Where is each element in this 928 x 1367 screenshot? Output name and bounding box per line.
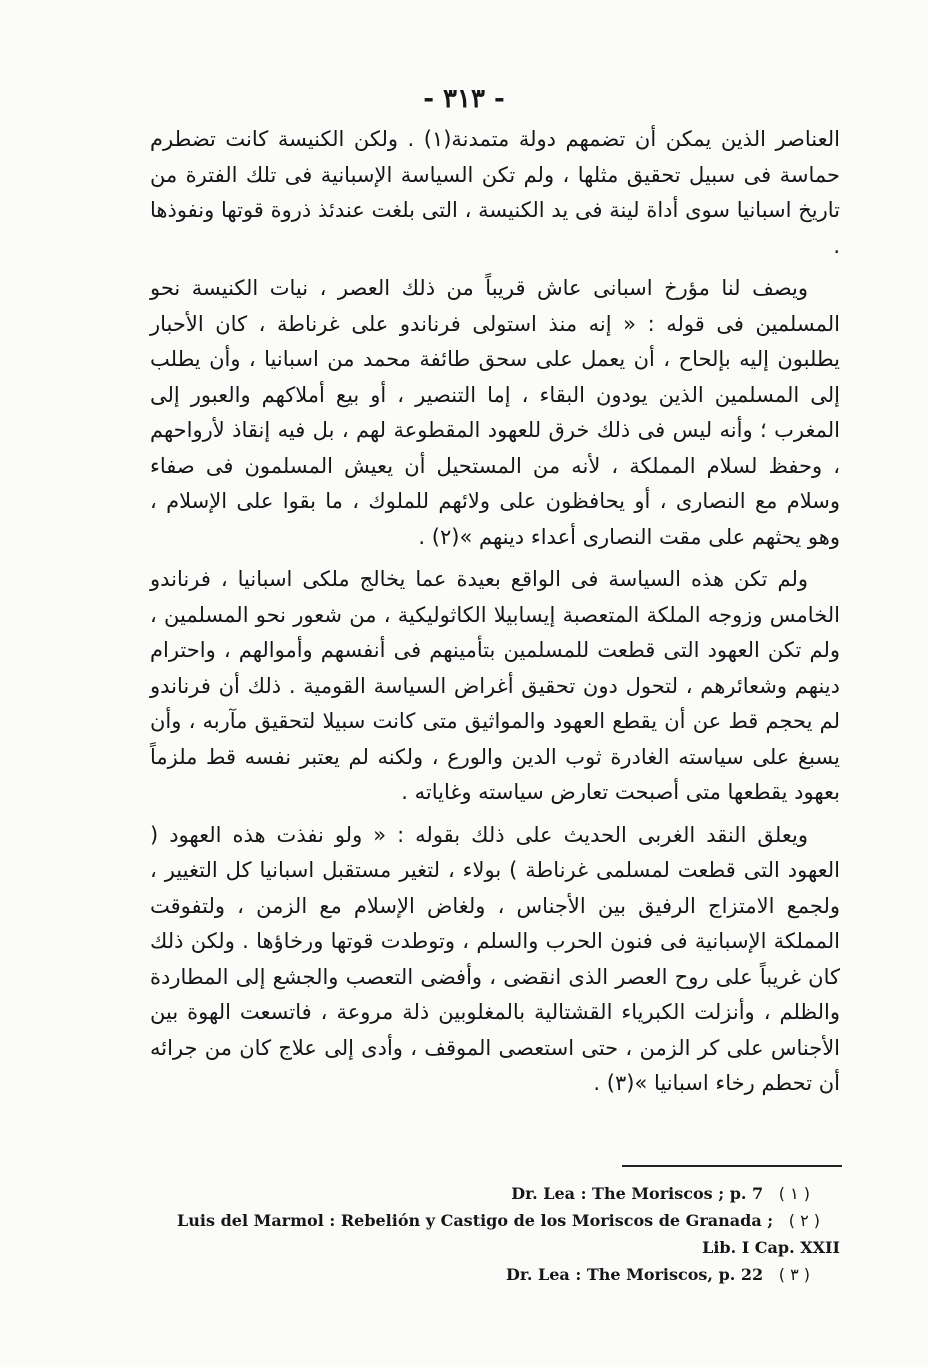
footnotes [150,1180,840,1288]
footnote-number: ( ٢ ) [788,1211,820,1230]
paragraph-4: ويعلق النقد الغربى الحديث على ذلك بقوله : « ولو نفذت هذه العهود ( العهود التى قطعت لمسلمى غرناطة ) بولاء ، لتغير مستقبل اسبانيا كل التغيير ، ولجمع الامتزاج الرفيق بين الأجناس ، ولغاض الإسلام مع الزمن ، ولتفوقت المملكة الإسبانية فى فنون الحرب والسلم ، وتوطدت قوتها ورخاؤها . ولكن ذلك كان غريباً على روح العصر الذى انقضى ، وأفضى التعصب والجشع إلى المطاردة والظلم ، وأنزلت الكبرياء القشتالية بالمغلوبين ذلة مروعة ، فاتسعت الهوة بين الأجناس على كر الزمن ، حتى استعصى الموقف ، وأدى إلى علاج كان من جرائه أن تحطم رخاء اسبانيا »(٣) . [150,822,840,1095]
footnote-text: Dr. Lea : The Moriscos ; p. 7 [511,1184,764,1203]
footnote-number: ( ٣ ) [778,1265,810,1284]
footnote-2 [150,1207,840,1234]
footnote-text: Lib. I Cap. XXII [702,1238,840,1257]
paragraph-3: ولم تكن هذه السياسة فى الواقع بعيدة عما يخالج ملكى اسبانيا ، فرناندو الخامس وزوجه الملكة المتعصبة إيسابيلا الكاثوليكية ، من شعور نحو المسلمين ، ولم تكن العهود التى قطعت للمسلمين بتأمينهم فى أنفسهم وأموالهم ، واحترام دينهم وشعائرهم ، لتحول دون تحقيق أغراض السياسة القومية . ذلك أن فرناندو لم يحجم قط عن أن يقطع العهود والمواثيق متى كانت سبيلا لتحقيق مآربه ، وأن يسبغ على سياسته الغادرة ثوب الدين والورع ، ولكنه لم يعتبر نفسه قط ملزماً بعهود يقطعها متى أصبحت تعارض سياسته وغاياته . [150,567,840,804]
paragraph-1: العناصر الذين يمكن أن تضمهم دولة متمدنة(١) . ولكن الكنيسة كانت تضطرم حماسة فى سبيل تحقيق مثلها ، ولم تكن السياسة الإسبانية فى تلك الفترة من تاريخ اسبانيا سوى أداة لينة فى يد الكنيسة ، التى بلغت عندئذ ذروة قوتها ونفوذها . [150,127,840,258]
body-text [150,122,840,1102]
footnote-text: Dr. Lea : The Moriscos, p. 22 [506,1265,764,1284]
footnote-1 [150,1180,840,1207]
footnote-2-continuation [150,1234,840,1261]
paragraph-gap [150,264,840,271]
footnote-number: ( ١ ) [778,1184,810,1203]
footnote-divider [622,1165,842,1167]
footnote-text: Luis del Marmol : Rebelión y Castigo de los Moriscos de Granada ; [177,1211,774,1230]
footnote-3 [150,1261,840,1288]
paragraph-gap [150,555,840,562]
paragraph-2: ويصف لنا مؤرخ اسبانى عاش قريباً من ذلك العصر ، نيات الكنيسة نحو المسلمين فى قوله : « إنه منذ استولى فرناندو على غرناطة ، كان الأحبار يطلبون إليه بإلحاح ، أن يعمل على سحق طائفة محمد من اسبانيا ، وأن يطلب إلى المسلمين الذين يودون البقاء ، إما التنصير ، أو بيع أملاكهم والعبور إلى المغرب ؛ وأنه ليس فى ذلك خرق للعهود المقطوعة لهم ، بل فيه إنقاذ لأرواحهم ، وحفظ لسلام المملكة ، لأنه من المستحيل أن يعيش المسلمون فى صفاء وسلام مع النصارى ، أو يحافظون على ولائهم للملوك ، ما بقوا على الإسلام ، وهو يحثهم على مقت النصارى أعداء دينهم »(٢) . [150,276,840,549]
page-number: - ٣١٣ - [423,84,505,114]
paragraph-gap [150,811,840,818]
